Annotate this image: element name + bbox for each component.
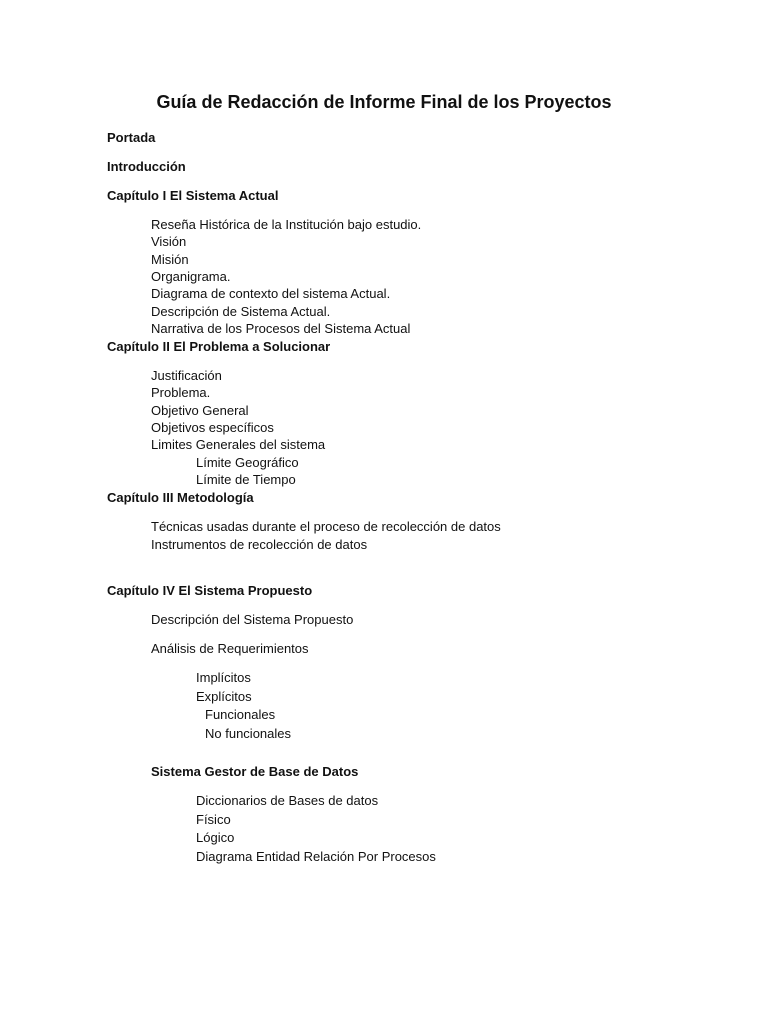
sgbd-item: Físico	[196, 812, 231, 827]
chapter-1-item: Descripción de Sistema Actual.	[151, 304, 331, 319]
sgbd-item: Lógico	[196, 830, 235, 845]
chapter-1-item: Narrativa de los Procesos del Sistema Actual	[151, 321, 411, 336]
chapter-1-item: Visión	[151, 234, 187, 249]
chapter-2-item: Objetivos específicos	[151, 420, 274, 435]
requirements-explicitos: Explícitos	[196, 689, 252, 704]
section-portada: Portada	[107, 130, 156, 145]
chapter-1-item: Reseña Histórica de la Institución bajo estudio.	[151, 217, 422, 232]
chapter-1-heading: Capítulo I El Sistema Actual	[107, 188, 279, 203]
chapter-4-analisis: Análisis de Requerimientos	[151, 641, 309, 656]
chapter-1-item: Diagrama de contexto del sistema Actual.	[151, 286, 391, 301]
chapter-2-heading: Capítulo II El Problema a Solucionar	[107, 339, 331, 354]
requirements-funcionales: Funcionales	[205, 707, 276, 722]
chapter-2-subitem: Límite Geográfico	[196, 455, 299, 470]
chapter-2-item: Justificación	[151, 368, 222, 383]
chapter-2-item: Problema.	[151, 385, 211, 400]
chapter-2-item: Objetivo General	[151, 403, 249, 418]
chapter-4-heading: Capítulo IV El Sistema Propuesto	[107, 583, 313, 598]
chapter-3-item: Técnicas usadas durante el proceso de recolección de datos	[151, 519, 501, 534]
requirements-implicitos: Implícitos	[196, 670, 251, 685]
sgbd-item: Diccionarios de Bases de datos	[196, 793, 379, 808]
chapter-3-heading: Capítulo III Metodología	[107, 490, 254, 505]
chapter-1-item: Organigrama.	[151, 269, 231, 284]
chapter-3-item: Instrumentos de recolección de datos	[151, 537, 368, 552]
section-introduccion: Introducción	[107, 159, 186, 174]
chapter-2-subitem: Límite de Tiempo	[196, 472, 296, 487]
chapter-2-item: Limites Generales del sistema	[151, 437, 326, 452]
page-title: Guía de Redacción de Informe Final de los Proyectos	[156, 92, 612, 112]
chapter-1-item: Misión	[151, 252, 189, 267]
sgbd-item: Diagrama Entidad Relación Por Procesos	[196, 849, 436, 864]
requirements-no-funcionales: No funcionales	[205, 726, 291, 741]
chapter-4-descripcion: Descripción del Sistema Propuesto	[151, 612, 354, 627]
sgbd-heading: Sistema Gestor de Base de Datos	[151, 764, 359, 779]
